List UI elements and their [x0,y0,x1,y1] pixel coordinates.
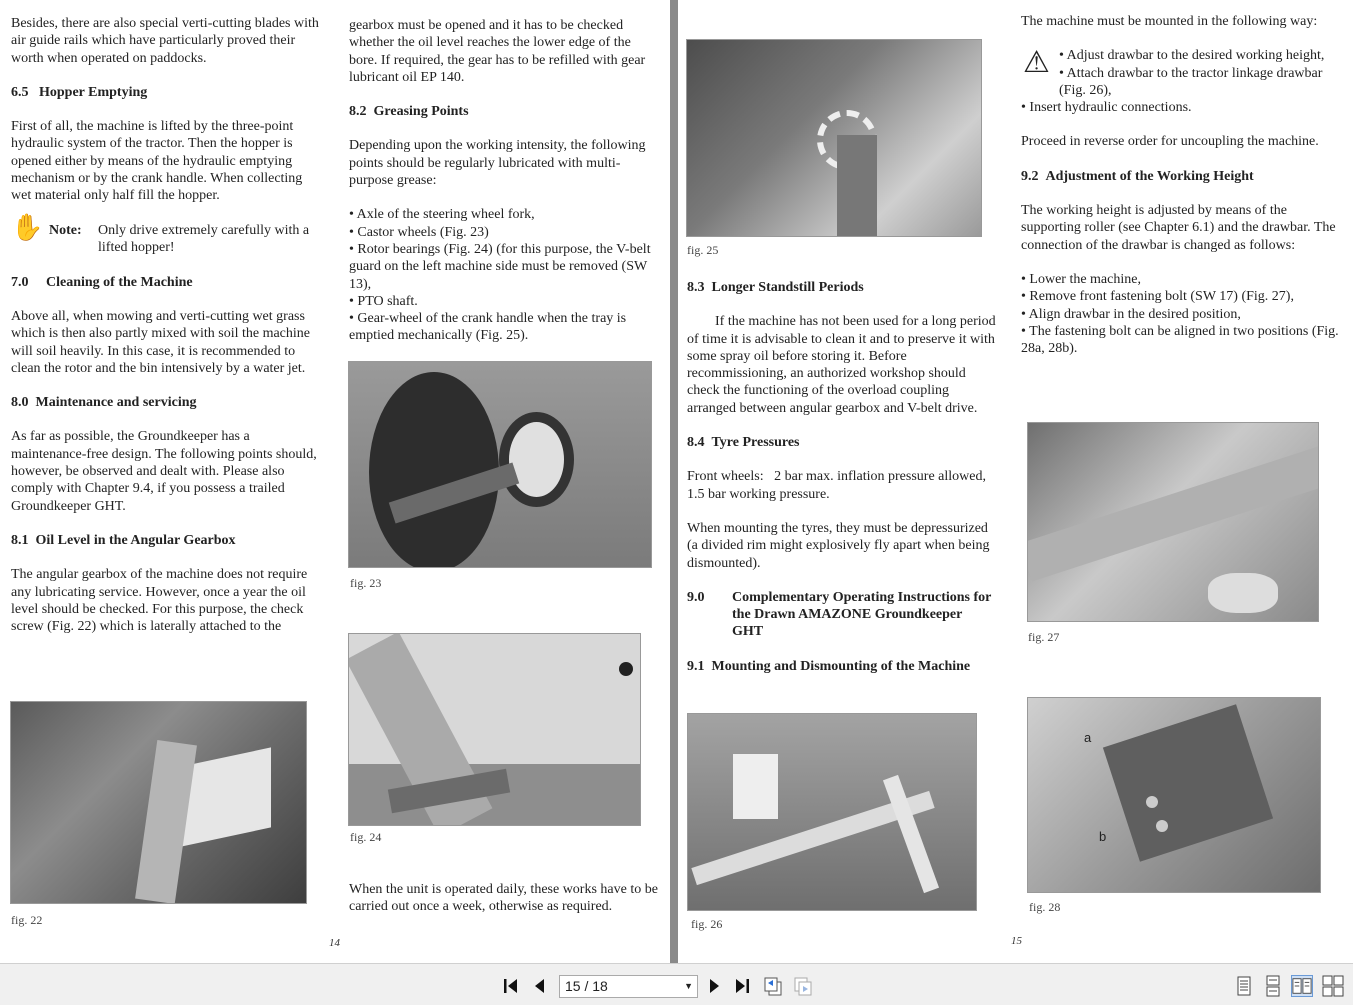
list-item: • Remove front fastening bolt (SW 17) (Fig. 27), [1021,289,1294,305]
figure-24-caption: fig. 24 [350,830,382,844]
page-gutter [670,0,678,963]
figure-27-photo [1027,422,1319,622]
figure-22-photo [10,701,307,904]
section-title: Mounting and Dismounting of the Machine [711,658,971,674]
section-heading-9-1 [687,658,1000,675]
list-item: • Lower the machine, [1021,271,1141,287]
next-page-icon [703,975,725,997]
container-shape [733,754,778,819]
page-number: 15 [1011,935,1022,947]
list-item: • Attach drawbar to the tractor linkage drawbar (Fig. 26), [1059,65,1323,98]
section-number: 8.2 [349,104,367,120]
list-item: • Adjust drawbar to the desired working height, [1059,48,1325,64]
post-shape [837,135,877,237]
figure-23-photo [348,361,652,568]
footer-paragraph: When the unit is operated daily, these works have to be carried out once a week, otherwise as required. [349,882,658,915]
page-indicator: 15 / 18 [565,978,608,994]
figure-28-photo [1027,697,1321,893]
mounting-intro: The machine must be mounted in the following way: [1021,14,1318,29]
linkage-bar-shape [883,775,939,893]
right-column-1 [687,279,1000,692]
figure-25-caption: fig. 25 [687,243,719,257]
single-page-view-button[interactable] [1233,975,1255,997]
section-title: Adjustment of the Working Height [1045,168,1254,184]
list-item: • Align drawbar in the desired position, [1021,306,1241,322]
intro-paragraph: Besides, there are also special verti-cutting blades with air guide rails which have particularly proved their worth when operated on paddocks. [11,16,319,66]
single-page-icon [1233,975,1255,997]
two-page-icon [1292,976,1312,996]
last-page-icon [731,975,753,997]
section-title: Maintenance and servicing [35,395,197,411]
section-title: Hopper Emptying [39,84,148,100]
list-item: • PTO shaft. [349,293,418,309]
uncoupling-paragraph: Proceed in reverse order for uncoupling the machine. [1021,134,1319,150]
figure-27-caption: fig. 27 [1028,630,1060,644]
section-body-6-5: First of all, the machine is lifted by the three-point hydraulic system of the tractor. Then the hopper is opened either by means of the hydraulic emptying mechanism or by the crank handle. When collecting wet material only half fill the hopper. [11,119,303,204]
section-number: 9.0 [687,589,705,605]
list-item: • Rotor bearings (Fig. 24) (for this purpose, the V-belt guard on the left machine side must be removed (SW 13), [349,241,651,292]
section-body-8-1: The angular gearbox of the machine does not require any lubricating service. However, once a year the oil level should be checked. For this purpose, the check screw (Fig. 22) which is laterally attached to the [11,567,308,635]
figure-22-caption: fig. 22 [11,913,43,927]
last-page-button[interactable] [731,975,753,997]
two-page-continuous-view-button[interactable] [1322,975,1344,997]
bearing-dot [619,662,633,676]
warning-triangle-icon: ⚠ [1023,45,1050,81]
list-item: • Castor wheels (Fig. 23) [349,224,489,240]
page-number: 14 [329,937,340,949]
previous-page-button[interactable] [529,975,551,997]
section-body-8-2: Depending upon the working intensity, the following points should be regularly lubricated with multi-purpose grease: [349,138,646,189]
first-page-icon [500,975,522,997]
castor-wheel-shape [499,412,574,507]
go-back-button[interactable] [762,975,784,997]
section-number: 6.5 [11,84,29,100]
section-body-8-3: If the machine has not been used for a long period of time it is advisable to clean it and to preserve it with some spray oil before storing it. Before recommissioning, an authorized workshop should check the functioning of the overload coupling arranged between angular gearbox and V-belt drive. [687,314,996,416]
section-heading-8-0 [11,394,321,411]
next-page-button[interactable] [703,975,725,997]
section-heading-8-3 [687,279,1000,296]
section-heading-8-4 [687,434,1000,451]
left-column-2 [349,17,662,345]
section-body-9-2: The working height is adjusted by means of the supporting roller (see Chapter 6.1) and the drawbar. The connection of the drawbar is changed as follows: [1021,203,1336,253]
list-item: • Insert hydraulic connections. [1021,100,1192,116]
continuous-view-button[interactable] [1262,975,1284,997]
section-body-7-0: Above all, when mowing and verti-cutting wet grass which is then also partly mixed with soil the machine will soil heavily. In this case, it is recommended to clean the rotor and the bin intensively by a water jet. [11,308,310,376]
note-block [11,212,321,274]
section-number: 8.4 [687,435,705,451]
section-title: Greasing Points [373,104,469,120]
figure-label-b: b [1099,829,1107,844]
continued-paragraph: gearbox must be opened and it has to be checked whether the oil level reaches the lower edge of the bore. If required, the gear has to be refilled with gear lubricant oil EP 140. [349,18,646,85]
figure-26-caption: fig. 26 [691,917,723,931]
section-title: Tyre Pressures [711,435,800,451]
adjustment-bullet-list [1021,271,1339,357]
bolt-position-a [1146,796,1158,808]
section-title: Complementary Operating Instructions for the Drawn AMAZONE Groundkeeper GHT [732,589,992,640]
greasing-bullet-list [349,206,662,344]
note-label: Note: [49,222,82,238]
list-item: • Axle of the steering wheel fork, [349,207,535,223]
previous-page-icon [529,975,551,997]
two-page-view-button[interactable] [1291,975,1313,997]
left-column-2-footer [349,881,662,916]
section-body-8-0: As far as possible, the Groundkeeper has a maintenance-free design. The following points should, however, be observed and dealt with. Please also comply with Chapter 9.4, if you possess a trailed Groundkeeper GHT. [11,429,317,514]
continuous-page-icon [1262,975,1284,997]
section-number: 9.2 [1021,168,1039,184]
figure-24-photo [348,633,641,826]
left-column-1 [11,15,321,652]
go-forward-button[interactable] [792,975,814,997]
list-item: • The fastening bolt can be aligned in two positions (Fig. 28a, 28b). [1021,323,1339,357]
section-heading-9-2 [1021,168,1339,185]
section-number: 8.3 [687,280,705,295]
section-heading-8-2 [349,103,662,120]
hand-shape [1208,573,1278,613]
document-page-right [678,0,1353,963]
figure-label-a: a [1084,730,1092,745]
section-title: Oil Level in the Angular Gearbox [35,532,236,548]
document-page-left [0,0,670,963]
tyre-mounting-paragraph: When mounting the tyres, they must be depressurized (a divided rim might explosively fly apart when being dismounted). [687,520,990,571]
first-page-button[interactable] [500,975,522,997]
figure-28-caption: fig. 28 [1029,900,1061,914]
section-number: 7.0 [11,274,29,290]
section-number: 8.1 [11,532,29,548]
section-heading-7-0 [11,274,321,291]
two-page-continuous-icon [1322,975,1344,997]
section-title: Cleaning of the Machine [46,274,193,290]
section-heading-8-1 [11,532,321,549]
section-number: 9.1 [687,658,705,674]
go-back-icon [762,975,784,997]
chevron-down-icon: ▼ [684,981,693,991]
note-text: Only drive extremely carefully with a lifted hopper! [98,222,310,255]
drawbar-shape [1027,445,1319,582]
section-title: Longer Standstill Periods [711,280,864,295]
page-number-select[interactable] [559,975,698,998]
figure-25-photo [686,39,982,237]
section-number: 8.0 [11,395,29,411]
list-item: • Gear-wheel of the crank handle when the tray is emptied mechanically (Fig. 25). [349,311,627,344]
section-heading-6-5 [11,84,321,101]
tyre-shape [369,372,499,568]
figure-23-caption: fig. 23 [350,576,382,590]
figure-26-photo [687,713,977,911]
right-column-2 [1021,13,1339,357]
section-heading-9-0 [687,589,1000,641]
bolt-position-b [1156,820,1168,832]
hand-icon: ✋ [11,212,44,243]
warning-block [1021,47,1339,99]
go-forward-icon [792,975,814,997]
tyre-pressure-paragraph: Front wheels: 2 bar max. inflation pressure allowed, 1.5 bar working pressure. [687,469,990,502]
bracket-plate-shape [1103,704,1273,861]
